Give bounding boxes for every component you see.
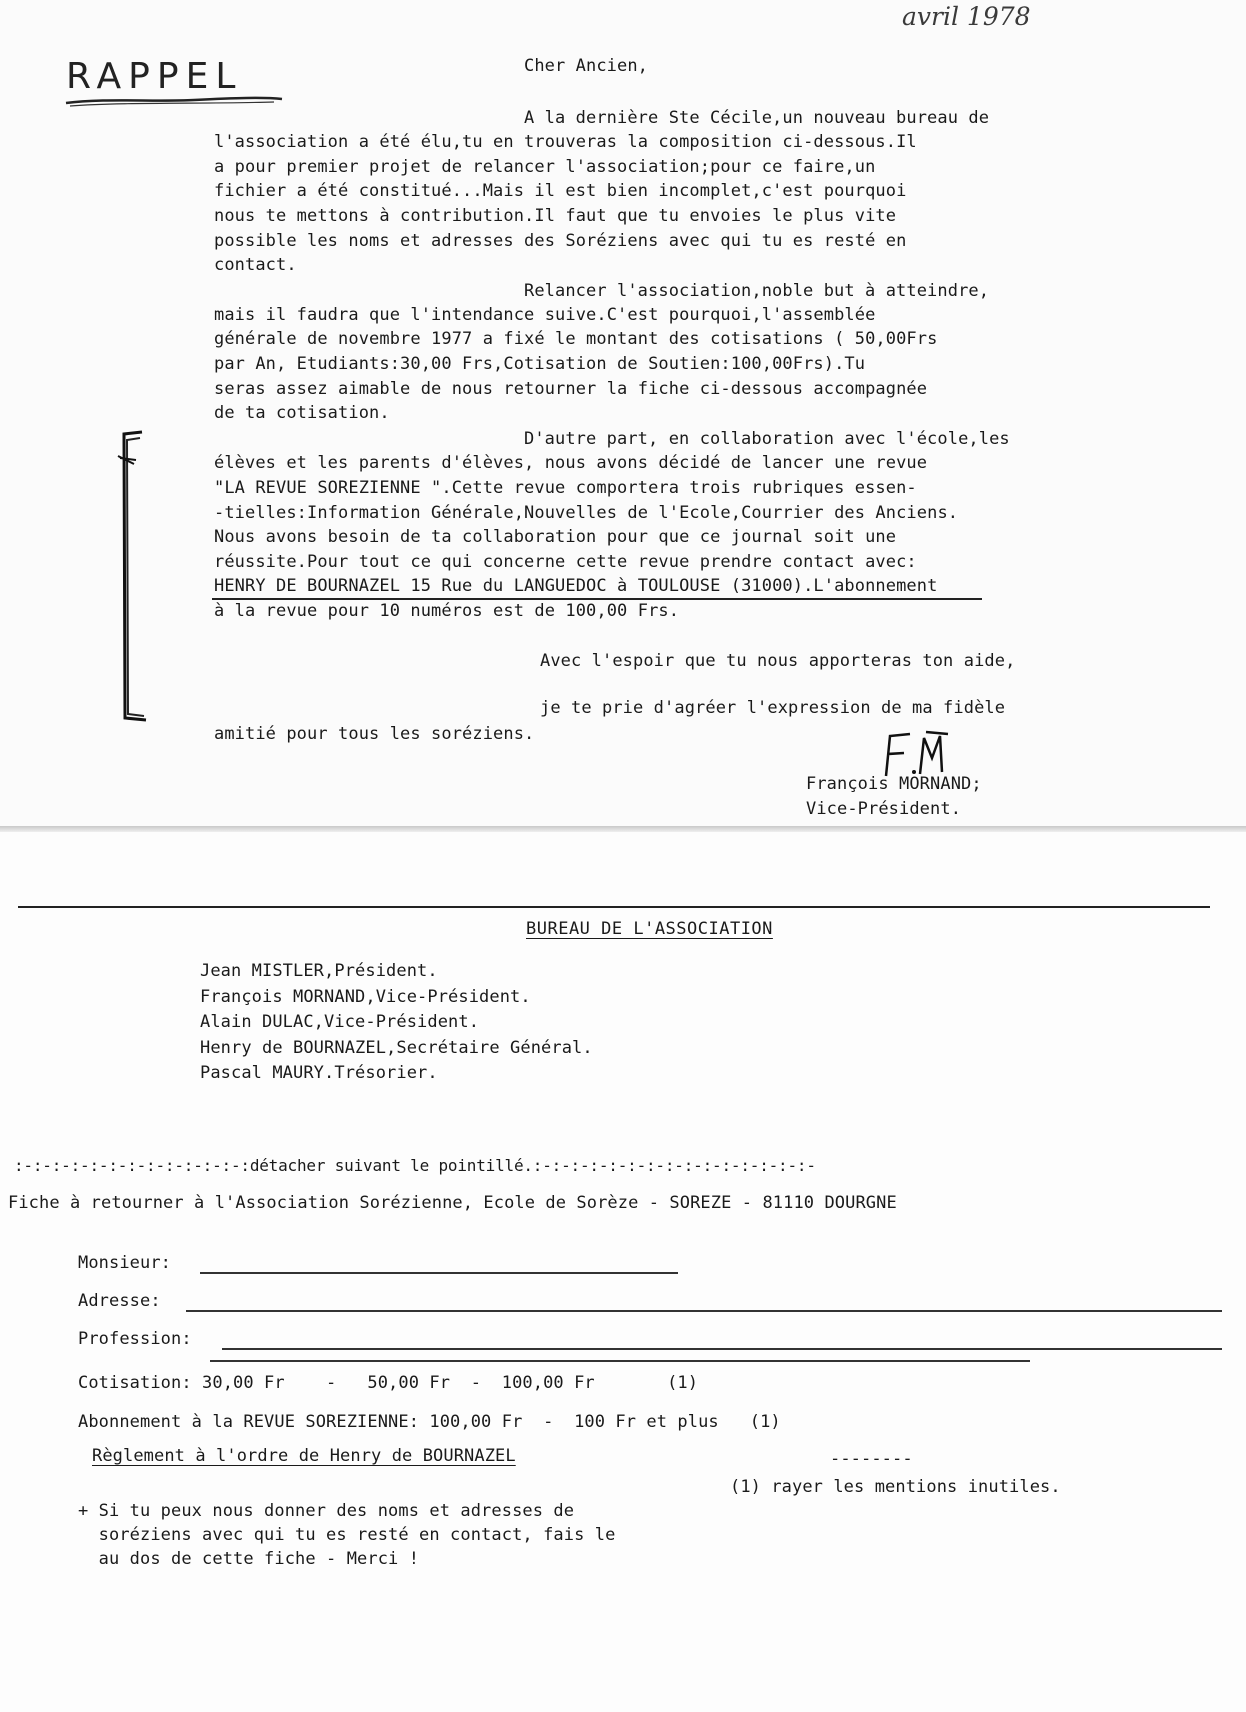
letter-line: à la revue pour 10 numéros est de 100,00 Frs. — [214, 601, 680, 621]
letter-line: par An, Etudiants:30,00 Frs,Cotisation de Soutien:100,00Frs).Tu — [214, 354, 866, 374]
top-rule — [18, 906, 1210, 908]
letter-line: possible les noms et adresses des Soréziens avec qui tu es resté en — [214, 231, 907, 251]
ps-line: au dos de cette fiche - Merci ! — [78, 1549, 420, 1569]
handwritten-bracket-mark — [112, 428, 152, 728]
monsieur-blank-line — [200, 1272, 678, 1274]
profession-second-blank-line — [210, 1360, 1030, 1362]
footnote-text: (1) rayer les mentions inutiles. — [730, 1477, 1061, 1497]
letter-line: contact. — [214, 255, 297, 275]
bureau-member: Alain DULAC,Vice-Président. — [200, 1012, 480, 1032]
letter-line: de ta cotisation. — [214, 403, 390, 423]
contact-address-underline — [212, 574, 982, 600]
bureau-title: BUREAU DE L'ASSOCIATION — [526, 919, 773, 939]
return-address-line: Fiche à retourner à l'Association Sorézienne, Ecole de Sorèze - SOREZE - 81110 DOURGNE — [8, 1193, 897, 1213]
letter-line-contact-address: HENRY DE BOURNAZEL 15 Rue du LANGUEDOC à TOULOUSE (31000).L'abonnement — [214, 576, 938, 596]
salutation: Cher Ancien, — [524, 56, 649, 76]
letter-line: fichier a été constitué...Mais il est bien incomplet,c'est pourquoi — [214, 181, 907, 201]
bureau-member: Pascal MAURY.Trésorier. — [200, 1063, 438, 1083]
footnote-dashes: -------- — [830, 1449, 913, 1469]
handwritten-date: avril 1978 — [902, 2, 1031, 31]
signatory-title: Vice-Président. — [806, 799, 962, 819]
ps-line: + Si tu peux nous donner des noms et adresses de — [78, 1501, 575, 1521]
letter-line: réussite.Pour tout ce qui concerne cette revue prendre contact avec: — [214, 552, 917, 572]
letter-line: seras assez aimable de nous retourner la fiche ci-dessous accompagnée — [214, 379, 928, 399]
bureau-member: François MORNAND,Vice-Président. — [200, 987, 531, 1007]
adresse-blank-line — [186, 1310, 1222, 1312]
detach-dotted-line: :-:-:-:-:-:-:-:-:-:-:-:-:détacher suivant le pointillé.:-:-:-:-:-:-:-:-:-:-:-:-:-:-:- — [14, 1156, 816, 1175]
letter-line: amitié pour tous les soréziens. — [214, 724, 535, 744]
letter-line: a pour premier projet de relancer l'association;pour ce faire,un — [214, 157, 876, 177]
cotisation-options: Cotisation: 30,00 Fr - 50,00 Fr - 100,00 Fr (1) — [78, 1373, 699, 1393]
abonnement-options: Abonnement à la REVUE SOREZIENNE: 100,00 Fr - 100 Fr et plus (1) — [78, 1412, 781, 1432]
adresse-label: Adresse: — [78, 1291, 161, 1311]
ps-line: soréziens avec qui tu es resté en contact, fais le — [78, 1525, 616, 1545]
monsieur-label: Monsieur: — [78, 1253, 172, 1273]
letter-line: D'autre part, en collaboration avec l'école,les — [524, 429, 1010, 449]
letter-line: Avec l'espoir que tu nous apporteras ton aide, — [540, 651, 1016, 671]
letter-line: l'association a été élu,tu en trouveras la composition ci-dessous.Il — [214, 132, 917, 152]
letter-line: "LA REVUE SOREZIENNE ".Cette revue comportera trois rubriques essen- — [214, 478, 917, 498]
letter-line: générale de novembre 1977 a fixé le montant des cotisations ( 50,00Frs — [214, 329, 938, 349]
profession-label: Profession: — [78, 1329, 192, 1349]
handwritten-rappel: RAPPEL — [66, 56, 243, 97]
profession-blank-line — [222, 1348, 1222, 1350]
signatory-name: François MORNAND; — [806, 774, 982, 794]
letter-line: mais il faudra que l'intendance suive.C'est pourquoi,l'assemblée — [214, 305, 876, 325]
letter-line: élèves et les parents d'élèves, nous avons décidé de lancer une revue — [214, 453, 928, 473]
letter-line: je te prie d'agréer l'expression de ma fidèle — [540, 698, 1006, 718]
reglement-instruction: Règlement à l'ordre de Henry de BOURNAZEL — [92, 1446, 516, 1466]
letter-line: A la dernière Ste Cécile,un nouveau bureau de — [524, 108, 990, 128]
letter-sheet — [0, 0, 1246, 826]
rappel-underline-stroke — [64, 94, 284, 108]
form-sheet — [0, 832, 1246, 1712]
letter-line: Nous avons besoin de ta collaboration pour que ce journal soit une — [214, 527, 897, 547]
letter-line: Relancer l'association,noble but à atteindre, — [524, 281, 990, 301]
bureau-member: Henry de BOURNAZEL,Secrétaire Général. — [200, 1038, 593, 1058]
letter-line: nous te mettons à contribution.Il faut que tu envoies le plus vite — [214, 206, 897, 226]
bureau-member: Jean MISTLER,Président. — [200, 961, 438, 981]
letter-line: -tielles:Information Générale,Nouvelles de l'Ecole,Courrier des Anciens. — [214, 503, 959, 523]
